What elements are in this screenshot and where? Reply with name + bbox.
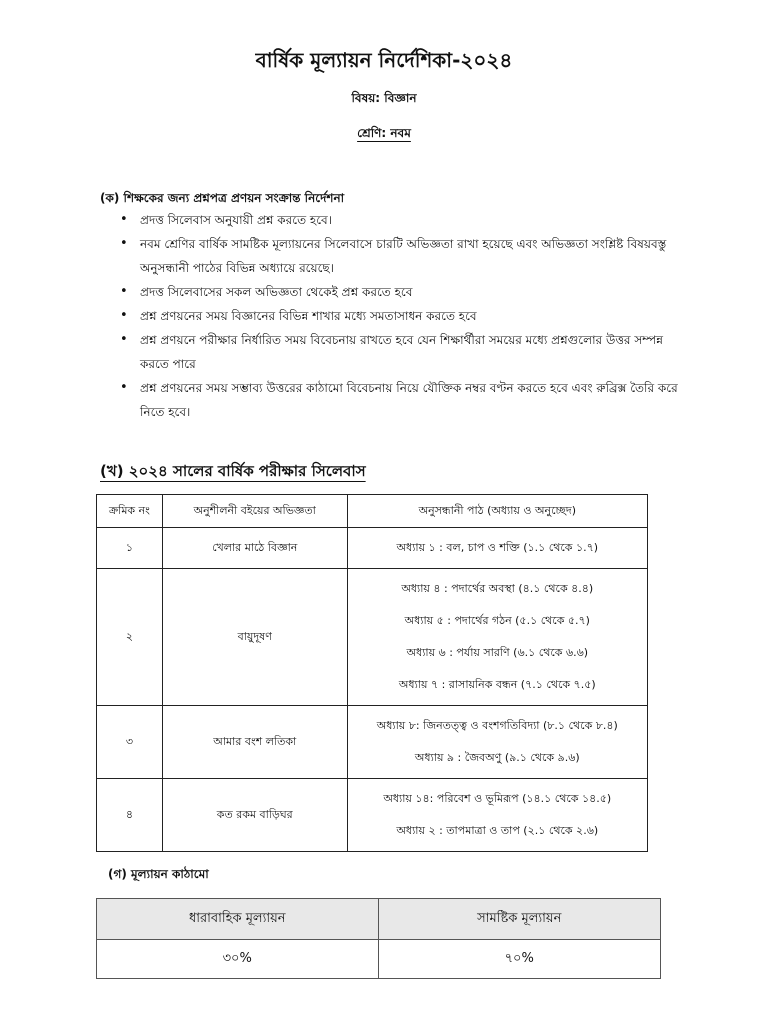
list-item: • নবম শ্রেণির বার্ষিক সামষ্টিক মূল্যায়নের সিলেবাসে চারটি অভিজ্ঞতা রাখা হয়েছে এবং অভিজ্ঞতা সংশ্লিষ্ট বিষয়বস্তু অনুসন্ধানী পাঠের বিভিন্ন অধ্যায়ে রয়েছে। <box>118 232 678 280</box>
serial-cell: ২ <box>97 569 163 706</box>
list-item: • প্রদত্ত সিলেবাস অনুযায়ী প্রশ্ন করতে হবে। <box>118 208 678 232</box>
lesson-line: অধ্যায় ৫ : পদার্থের গঠন (৫.১ থেকে ৫.৭) <box>404 614 590 627</box>
lesson-line: অধ্যায় ৮: জিনতত্ত্ব ও বংশগতিবিদ্যা (৮.১ থেকে ৮.৪) <box>376 719 618 732</box>
lesson-line: অধ্যায় ২ : তাপমাত্রা ও তাপ (২.১ থেকে ২.৬) <box>396 824 599 837</box>
column-header: সামষ্টিক মূল্যায়ন <box>378 899 661 940</box>
instruction-list <box>118 208 678 424</box>
lesson-line: অধ্যায় ৭ : রাসায়নিক বন্ধন (৭.১ থেকে ৭.৫) <box>398 678 596 691</box>
evaluation-table <box>96 898 661 979</box>
serial-cell: ৪ <box>97 779 163 852</box>
table-header-row <box>97 495 648 528</box>
section-c-heading: (গ) মূল্যায়ন কাঠামো <box>108 867 209 881</box>
lesson-line: অধ্যায় ১৪: পরিবেশ ও ভূমিরূপ (১৪.১ থেকে ১৪.৫) <box>383 792 612 805</box>
section-b-heading-text: (খ) ২০২৪ সালের বার্ষিক পরীক্ষার সিলেবাস <box>100 462 366 480</box>
lesson-line: অধ্যায় ৪ : পদার্থের অবস্থা (৪.১ থেকে ৪.৪) <box>401 582 594 595</box>
experience-cell: আমার বংশ লতিকা <box>162 706 347 779</box>
subject-line: বিষয়: বিজ্ঞান <box>351 91 417 105</box>
page-title: বার্ষিক মূল্যায়ন নির্দেশিকা-২০২৪ <box>255 48 513 72</box>
lessons-cell <box>347 528 647 569</box>
table-row <box>97 569 648 706</box>
list-item: • প্রদত্ত সিলেবাসের সকল অভিজ্ঞতা থেকেই প্রশ্ন করতে হবে <box>118 280 678 304</box>
class-line <box>0 125 768 145</box>
list-item: • প্রশ্ন প্রণয়নের সময় বিজ্ঞানের বিভিন্ন শাখার মধ্যে সমতাসাধন করতে হবে <box>118 304 678 328</box>
class-label: শ্রেণি: নবম <box>357 126 411 140</box>
section-b-heading <box>100 460 366 485</box>
percentage-cell: ৩০% <box>97 940 379 979</box>
list-item: • প্রশ্ন প্রণয়নে পরীক্ষার নির্ধারিত সময় বিবেচনায় রাখতে হবে যেন শিক্ষার্থীরা সময়ের মধ্যে প্রশ্নগুলোর উত্তর সম্পন্ন করতে পারে <box>118 328 678 376</box>
table-row <box>97 940 661 979</box>
table-header-row <box>97 899 661 940</box>
experience-cell: কত রকম বাড়িঘর <box>162 779 347 852</box>
column-header: অনুসন্ধানী পাঠ (অধ্যায় ও অনুচ্ছেদ) <box>347 495 647 528</box>
table-row <box>97 706 648 779</box>
lessons-cell <box>347 779 647 852</box>
experience-cell: বায়ুদূষণ <box>162 569 347 706</box>
section-a-heading: (ক) শিক্ষকের জন্য প্রশ্নপত্র প্রণয়ন সংক্রান্ত নির্দেশনা <box>100 191 345 205</box>
column-header: ধারাবাহিক মূল্যায়ন <box>97 899 379 940</box>
column-header: ক্রমিক নং <box>97 495 163 528</box>
experience-cell: খেলার মাঠে বিজ্ঞান <box>162 528 347 569</box>
list-item: • প্রশ্ন প্রণয়নের সময় সম্ভাব্য উত্তরের কাঠামো বিবেচনায় নিয়ে যৌক্তিক নম্বর বণ্টন করতে হবে এবং রুব্রিক্স তৈরি করে নিতে হবে। <box>118 376 678 424</box>
lessons-cell <box>347 706 647 779</box>
table-row <box>97 779 648 852</box>
lessons-cell <box>347 569 647 706</box>
syllabus-table <box>96 494 648 852</box>
lesson-line: অধ্যায় ১ : বল, চাপ ও শক্তি (১.১ থেকে ১.৭) <box>396 541 599 554</box>
lesson-line: অধ্যায় ৯ : জৈবঅণু (৯.১ থেকে ৯.৬) <box>414 751 580 764</box>
column-header: অনুশীলনী বইয়ের অভিজ্ঞতা <box>162 495 347 528</box>
lesson-line: অধ্যায় ৬ : পর্যায় সারণি (৬.১ থেকে ৬.৬) <box>406 646 589 659</box>
table-row <box>97 528 648 569</box>
percentage-cell: ৭০% <box>378 940 661 979</box>
serial-cell: ৩ <box>97 706 163 779</box>
serial-cell: ১ <box>97 528 163 569</box>
